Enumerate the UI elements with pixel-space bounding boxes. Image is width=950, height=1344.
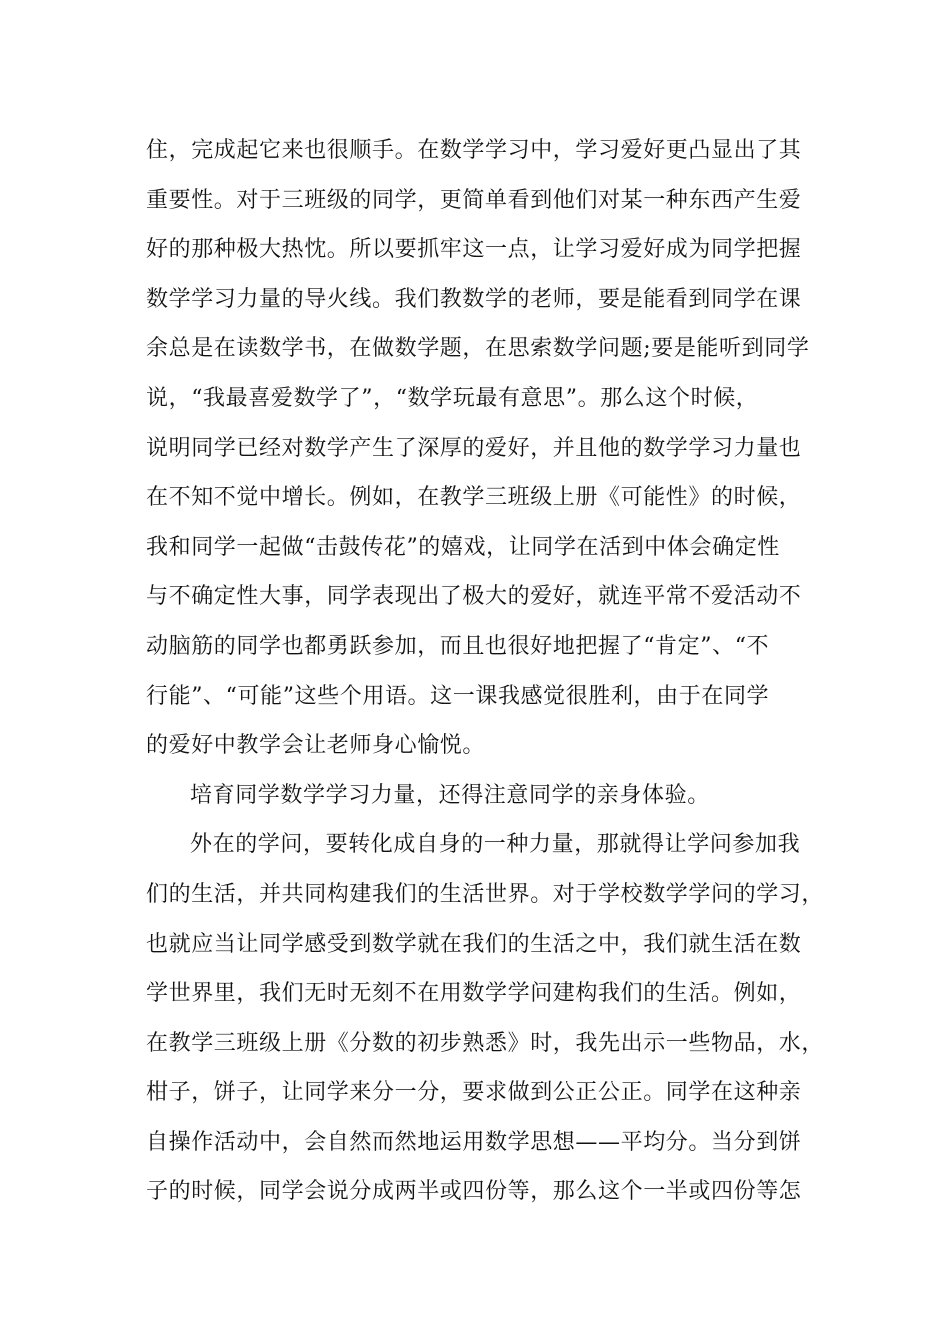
text-line: 好的那种极大热忱。所以要抓牢这一点，让学习爱好成为同学把握 — [146, 237, 802, 263]
text-line: 与不确定性大事，同学表现出了极大的爱好，就连平常不爱活动不 — [146, 584, 802, 610]
text-line: 说明同学已经对数学产生了深厚的爱好，并且他的数学学习力量也 — [146, 435, 802, 461]
text-line: 余总是在读数学书，在做数学题，在思索数学问题;要是能听到同学 — [146, 336, 810, 362]
text-line: 自操作活动中，会自然而然地运用数学思想——平均分。当分到饼 — [146, 1129, 802, 1155]
text-line: 数学学习力量的导火线。我们教数学的老师，要是能看到同学在课 — [146, 286, 802, 312]
paragraph-first-line: 培育同学数学学习力量，还得注意同学的亲身体验。 — [190, 782, 710, 808]
text-line: 们的生活，并共同构建我们的生活世界。对于学校数学学问的学习， — [146, 881, 825, 907]
text-line: 说，“我最喜爱数学了”，“数学玩最有意思”。那么这个时候， — [146, 385, 759, 411]
text-line: 的爱好中教学会让老师身心愉悦。 — [146, 733, 486, 759]
text-line: 学世界里，我们无时无刻不在用数学学问建构我们的生活。例如， — [146, 981, 802, 1007]
text-line: 我和同学一起做“击鼓传花”的嬉戏，让同学在活到中体会确定性 — [146, 534, 780, 560]
text-line: 重要性。对于三班级的同学，更简单看到他们对某一种东西产生爱 — [146, 187, 802, 213]
document-body — [146, 131, 846, 1222]
text-line: 在教学三班级上册《分数的初步熟悉》时，我先出示一些物品，水， — [146, 1030, 825, 1056]
text-line: 行能”、“可能”这些个用语。这一课我感觉很胜利，由于在同学 — [146, 683, 770, 709]
text-line: 也就应当让同学感受到数学就在我们的生活之中，我们就生活在数 — [146, 931, 802, 957]
text-line: 动脑筋的同学也都勇跃参加，而且也很好地把握了“肯定”、“不 — [146, 633, 770, 659]
text-line: 住，完成起它来也很顺手。在数学学习中，学习爱好更凸显出了其 — [146, 138, 802, 163]
text-line: 在不知不觉中增长。例如，在教学三班级上册《可能性》的时候， — [146, 485, 802, 511]
paragraph-first-line: 外在的学问，要转化成自身的一种力量，那就得让学问参加我 — [190, 832, 801, 858]
text-line: 柑子，饼子，让同学来分一分，要求做到公正公正。同学在这种亲 — [146, 1080, 802, 1106]
text-line: 子的时候，同学会说分成两半或四份等，那么这个一半或四份等怎 — [146, 1179, 802, 1205]
